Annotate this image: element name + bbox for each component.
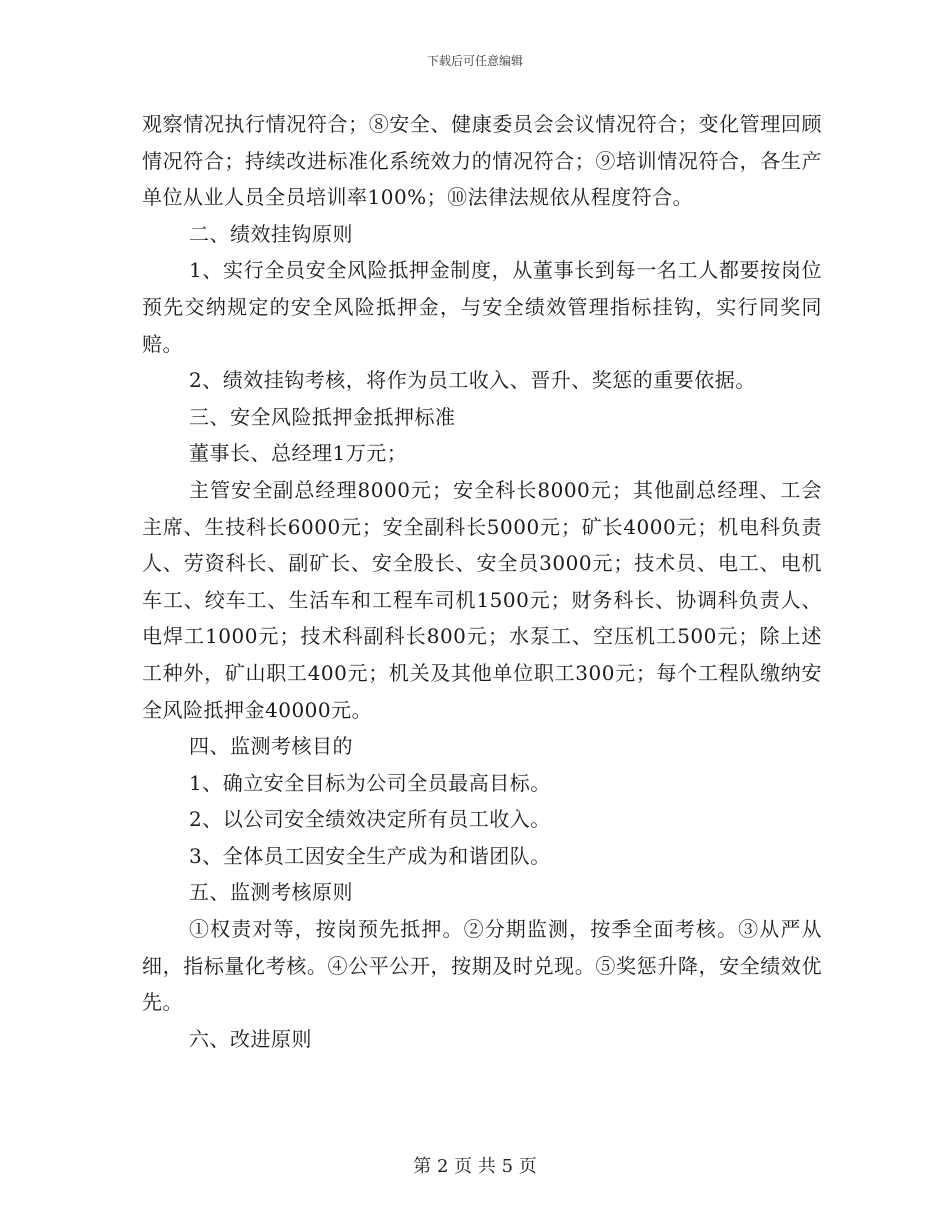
- paragraph-3: 1、实行全员安全风险抵押金制度，从董事长到每一名工人都要按岗位预先交纳规定的安全风险抵押金，与安全绩效管理指标挂钩，实行同奖同赔。: [142, 258, 822, 356]
- section-heading-3: 三、安全风险抵押金抵押标准: [189, 404, 456, 429]
- document-body: [142, 106, 822, 1057]
- paragraph-4: 2、绩效挂钩考核，将作为员工收入、晋升、奖惩的重要依据。: [189, 368, 756, 393]
- page-footer: 第 2 页 共 5 页: [413, 1156, 537, 1177]
- paragraph-11: 3、全体员工因安全生产成为和谐团队。: [189, 843, 551, 868]
- paragraph-13: ①权责对等，按岗预先抵押。②分期监测，按季全面考核。③从严从细，指标量化考核。④公平公开，按期及时兑现。⑤奖惩升降，安全绩效优先。: [142, 917, 822, 1015]
- section-heading-4: 四、监测考核目的: [189, 734, 353, 759]
- page-header: 下载后可任意编辑: [426, 54, 523, 68]
- section-heading-5: 五、监测考核原则: [189, 880, 353, 905]
- section-heading-2: 二、绩效挂钩原则: [189, 221, 353, 246]
- section-heading-6: 六、改进原则: [189, 1026, 312, 1051]
- paragraph-7: 主管安全副总经理8000元；安全科长8000元；其他副总经理、工会主席、生技科长6000元；安全副科长5000元；矿长4000元；机电科负责人、劳资科长、副矿长、安全股长、安全员3000元；技术员、电工、电机车工、绞车工、生活车和工程车司机1500元；财务科长、协调科负责人、电焊工1000元；技术科副科长800元；水泵工、空压机工500元；除上述工种外，矿山职工400元；机关及其他单位职工300元；每个工程队缴纳安全风险抵押金40000元。: [142, 477, 822, 722]
- paragraph-6: 董事长、总经理1万元；: [189, 441, 408, 466]
- paragraph-10: 2、以公司安全绩效决定所有员工收入。: [189, 807, 551, 832]
- paragraph-1: 观察情况执行情况符合；⑧安全、健康委员会会议情况符合；变化管理回顾情况符合；持续改进标准化系统效力的情况符合；⑨培训情况符合，各生产单位从业人员全员培训率100%；⑩法律法规依从程度符合。: [142, 112, 822, 210]
- paragraph-9: 1、确立安全目标为公司全员最高目标。: [189, 770, 551, 795]
